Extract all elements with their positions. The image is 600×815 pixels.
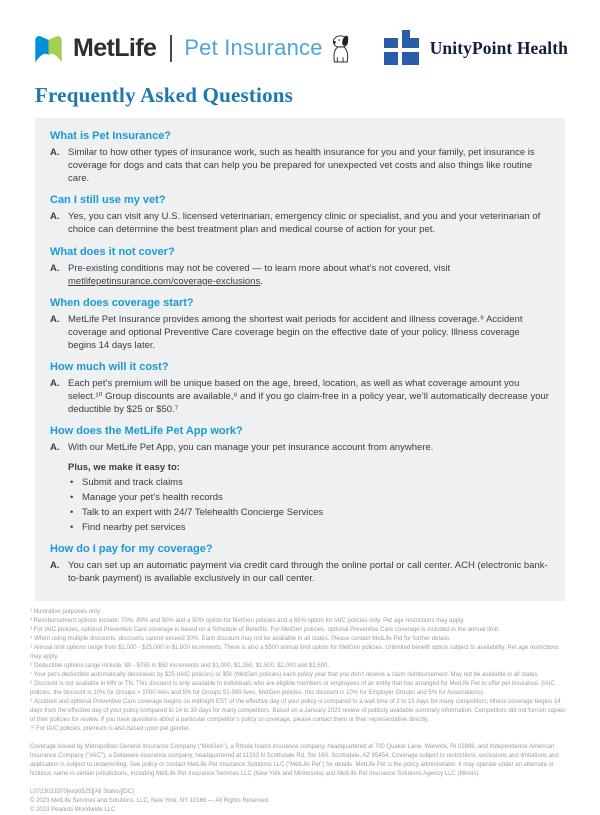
footnote-3: ³ For IAIC policies, optional Preventive Care coverage is based on a Schedule of Benefits. For MetGen policies, optional Preventive Care coverage is included in the annual limit.	[30, 627, 500, 634]
question-heading: How much will it cost?	[50, 361, 169, 374]
answer-prefix: A.	[50, 560, 60, 572]
list-item: • Talk to an expert with 24/7 Telehealth Concierge Services	[68, 506, 550, 519]
footnote-10: ¹⁰ For IAIC policies, premium is also based upon pet gender.	[30, 726, 191, 733]
coverage-legal-paragraph: Coverage issued by Metropolitan General Insurance Company (“MetGen”), a Rhode Island insurance company, headquartered at 700 Quaker Lane, Warwick, RI 02886, and Independence American Insurance Company (“IAIC”), a Delaware insurance company, headquartered at 11333 N Scottsdale Rd, Ste 160, Scottsdale, AZ 85454. Coverage subject to restrictions, exclusions and limitations and application is subject to underwriting. See policy or contact MetLife Pet Insurance Solutions LLC (“MetLife Pet”) for details. MetLife Pet is the policy administrator. It may operate under an alternate or fictitious name in certain jurisdictions, including MetLife Pet Insurance Services LLC (New York and Minnesota) and MetLife Pet Insurance Solutions Agency LLC (Illinois).	[30, 744, 559, 778]
faq-item-how-much-will-it-cost	[50, 361, 550, 416]
faq-item-when-does-coverage-start	[50, 297, 550, 352]
answer	[50, 262, 550, 288]
answer	[50, 210, 550, 236]
answer-text: MetLife Pet Insurance provides among the shortest wait periods for accident and illness coverage.⁹ Accident coverage and optional Preventive Care coverage begin on the effective date of your policy. Illness coverage begins 14 days later.	[68, 313, 523, 351]
copyright-metlife: © 2023 MetLife Services and Solutions, LLC, New York, NY 10166 — All Rights Reserved.	[30, 798, 270, 805]
header	[0, 0, 600, 66]
footnote-7: ⁷ Your pet’s deductible automatically decreases by $25 (IAIC policies) or $50 (MetGen policies) each policy year that you don’t receive a claim reimbursement. May not be available in all states.	[30, 672, 539, 679]
question-heading: How do I pay for my coverage?	[50, 543, 213, 556]
footnote-8: ⁸ Discount is not available in MN or TN. This discount is only available to individuals who are eligible members or employees of an entity that has arranged for MetLife Pet to offer pet insurance. (IAIC policies, the discount is 10% for Groups > 1000 lives and 5% for Groups 51-999 lives. MetGen policies, this discount is 10% for Employer Groups and 5% for Associations).	[30, 681, 555, 697]
answer	[50, 441, 550, 534]
metlife-pet-insurance-brand	[32, 32, 355, 65]
form-number: L0723033370[exp0525][All States][DC]	[30, 789, 134, 796]
metlife-logo-icon	[32, 32, 65, 65]
answer-prefix: A.	[50, 211, 60, 223]
answer-text: You can set up an automatic payment via credit card through the online portal or call center. ACH (electronic bank-to-bank payment) is available exclusively in our call center.	[68, 560, 548, 585]
question-heading: Can I still use my vet?	[50, 194, 166, 207]
answer	[50, 559, 550, 585]
faq-item-still-use-my-vet	[50, 194, 550, 236]
app-feature-list	[68, 476, 550, 534]
faq-item-what-does-it-not-cover	[50, 246, 550, 288]
page-title: Frequently Asked Questions	[35, 83, 294, 107]
list-item: • Manage your pet’s health records	[68, 491, 550, 504]
list-item: • Submit and track claims	[68, 476, 550, 489]
answer-prefix: A.	[50, 262, 60, 274]
unitypoint-health-brand	[384, 30, 568, 66]
answer-text: Yes, you can visit any U.S. licensed veterinarian, emergency clinic or specialist, and you and your veterinarian of choice can determine the best treatment plan and medical course of action for your pet.	[68, 211, 541, 236]
footnote-2: ² Reimbursement options include: 70%, 80% and 90% and a 50% option for MetGen policies and a 65% option for IAIC policies only. Pet age restrictions may apply.	[30, 618, 465, 625]
footnote-1: ¹ Illustrative purposes only.	[30, 609, 101, 616]
answer	[50, 313, 550, 352]
answer-text: Similar to how other types of insurance work, such as health insurance for you and your family, pet insurance is coverage for dogs and cats that can help you be prepared for unexpected vet costs and also things like routine care.	[68, 147, 535, 185]
answer-prefix: A.	[50, 313, 60, 325]
footnote-5: ⁵ Annual limit options range from $1,000 - $25,000 in $1,000 increments. There is also a $500 annual limit option for MetGen policies. Unlimited benefit option subject to availability. Pet age restrictions may apply.	[30, 645, 559, 661]
footnote-9: ⁹ Accident and optional Preventive Care coverage begins on midnight EST of the effective day of your policy is compared to a wait time of 2 to 15 days for many competitors; illness coverage begins 14 days from the effective day of your policy compared to 14 to 30 days for many competitors. Based on a January 2023 review of publicly available summary information. Competitors did not furnish copies of their policies for review. If you have questions about a particular competitor’s policy or coverage, please contact them or their representative directly.	[30, 699, 566, 724]
answer-prefix: A.	[50, 378, 60, 390]
answer-prefix: A.	[50, 147, 60, 158]
unitypoint-health-name: UnityPoint Health	[429, 37, 568, 58]
faq-item-how-do-i-pay	[50, 543, 550, 585]
answer-text-pre: Pre-existing conditions may not be covered — to learn more about what’s not covered, visit	[68, 262, 451, 274]
snoopy-dog-icon	[328, 34, 355, 64]
answer-subheading: Plus, we make it easy to:	[68, 461, 180, 473]
footnote-4: ⁴ When using multiple discounts, discounts cannot exceed 30%. Each discount may not be available in all states. Please contact MetLife Pet for further details.	[30, 636, 451, 643]
metlife-wordmark: MetLife	[73, 33, 157, 62]
footnote-6: ⁶ Deductible options range include: $0 - $750 in $50 increments and $1,000, $1,250, $1,500, $2,000 and $2,500.	[30, 663, 330, 670]
answer-text: Each pet’s premium will be unique based on the age, breed, location, as well as what coverage amount you select.¹⁰ Group discounts are available,⁸ and if you go claim-free in a policy year, we’ll automatically decrease your deductible by $25 or $50.⁷	[68, 378, 549, 416]
faq-item-metlife-pet-app	[50, 425, 550, 534]
answer	[50, 377, 550, 416]
list-item: • Find nearby pet services	[68, 521, 550, 534]
answer-text	[68, 262, 550, 288]
answer-intro: With our MetLife Pet App, you can manage your pet insurance account from anywhere.	[68, 442, 434, 454]
pet-insurance-label: Pet Insurance	[184, 35, 323, 60]
faq-box	[35, 118, 565, 601]
copyright-peanuts: © 2023 Peanuts Worldwide LLC	[30, 807, 116, 814]
question-heading: How does the MetLife Pet App work?	[50, 425, 243, 438]
answer	[50, 146, 550, 185]
unitypoint-logo-icon	[384, 30, 421, 66]
fineprint	[30, 608, 570, 815]
question-heading: What is Pet Insurance?	[50, 130, 172, 142]
question-heading: What does it not cover?	[50, 245, 175, 258]
answer-text-post: .	[260, 275, 263, 287]
answer-text	[68, 441, 550, 534]
brand-divider	[170, 35, 172, 62]
coverage-exclusions-link[interactable]: metlifepetinsurance.com/coverage-exclusions	[68, 275, 261, 287]
answer-prefix: A.	[50, 442, 60, 454]
question-heading: When does coverage start?	[50, 296, 194, 309]
faq-item-what-is-pet-insurance	[50, 130, 550, 185]
